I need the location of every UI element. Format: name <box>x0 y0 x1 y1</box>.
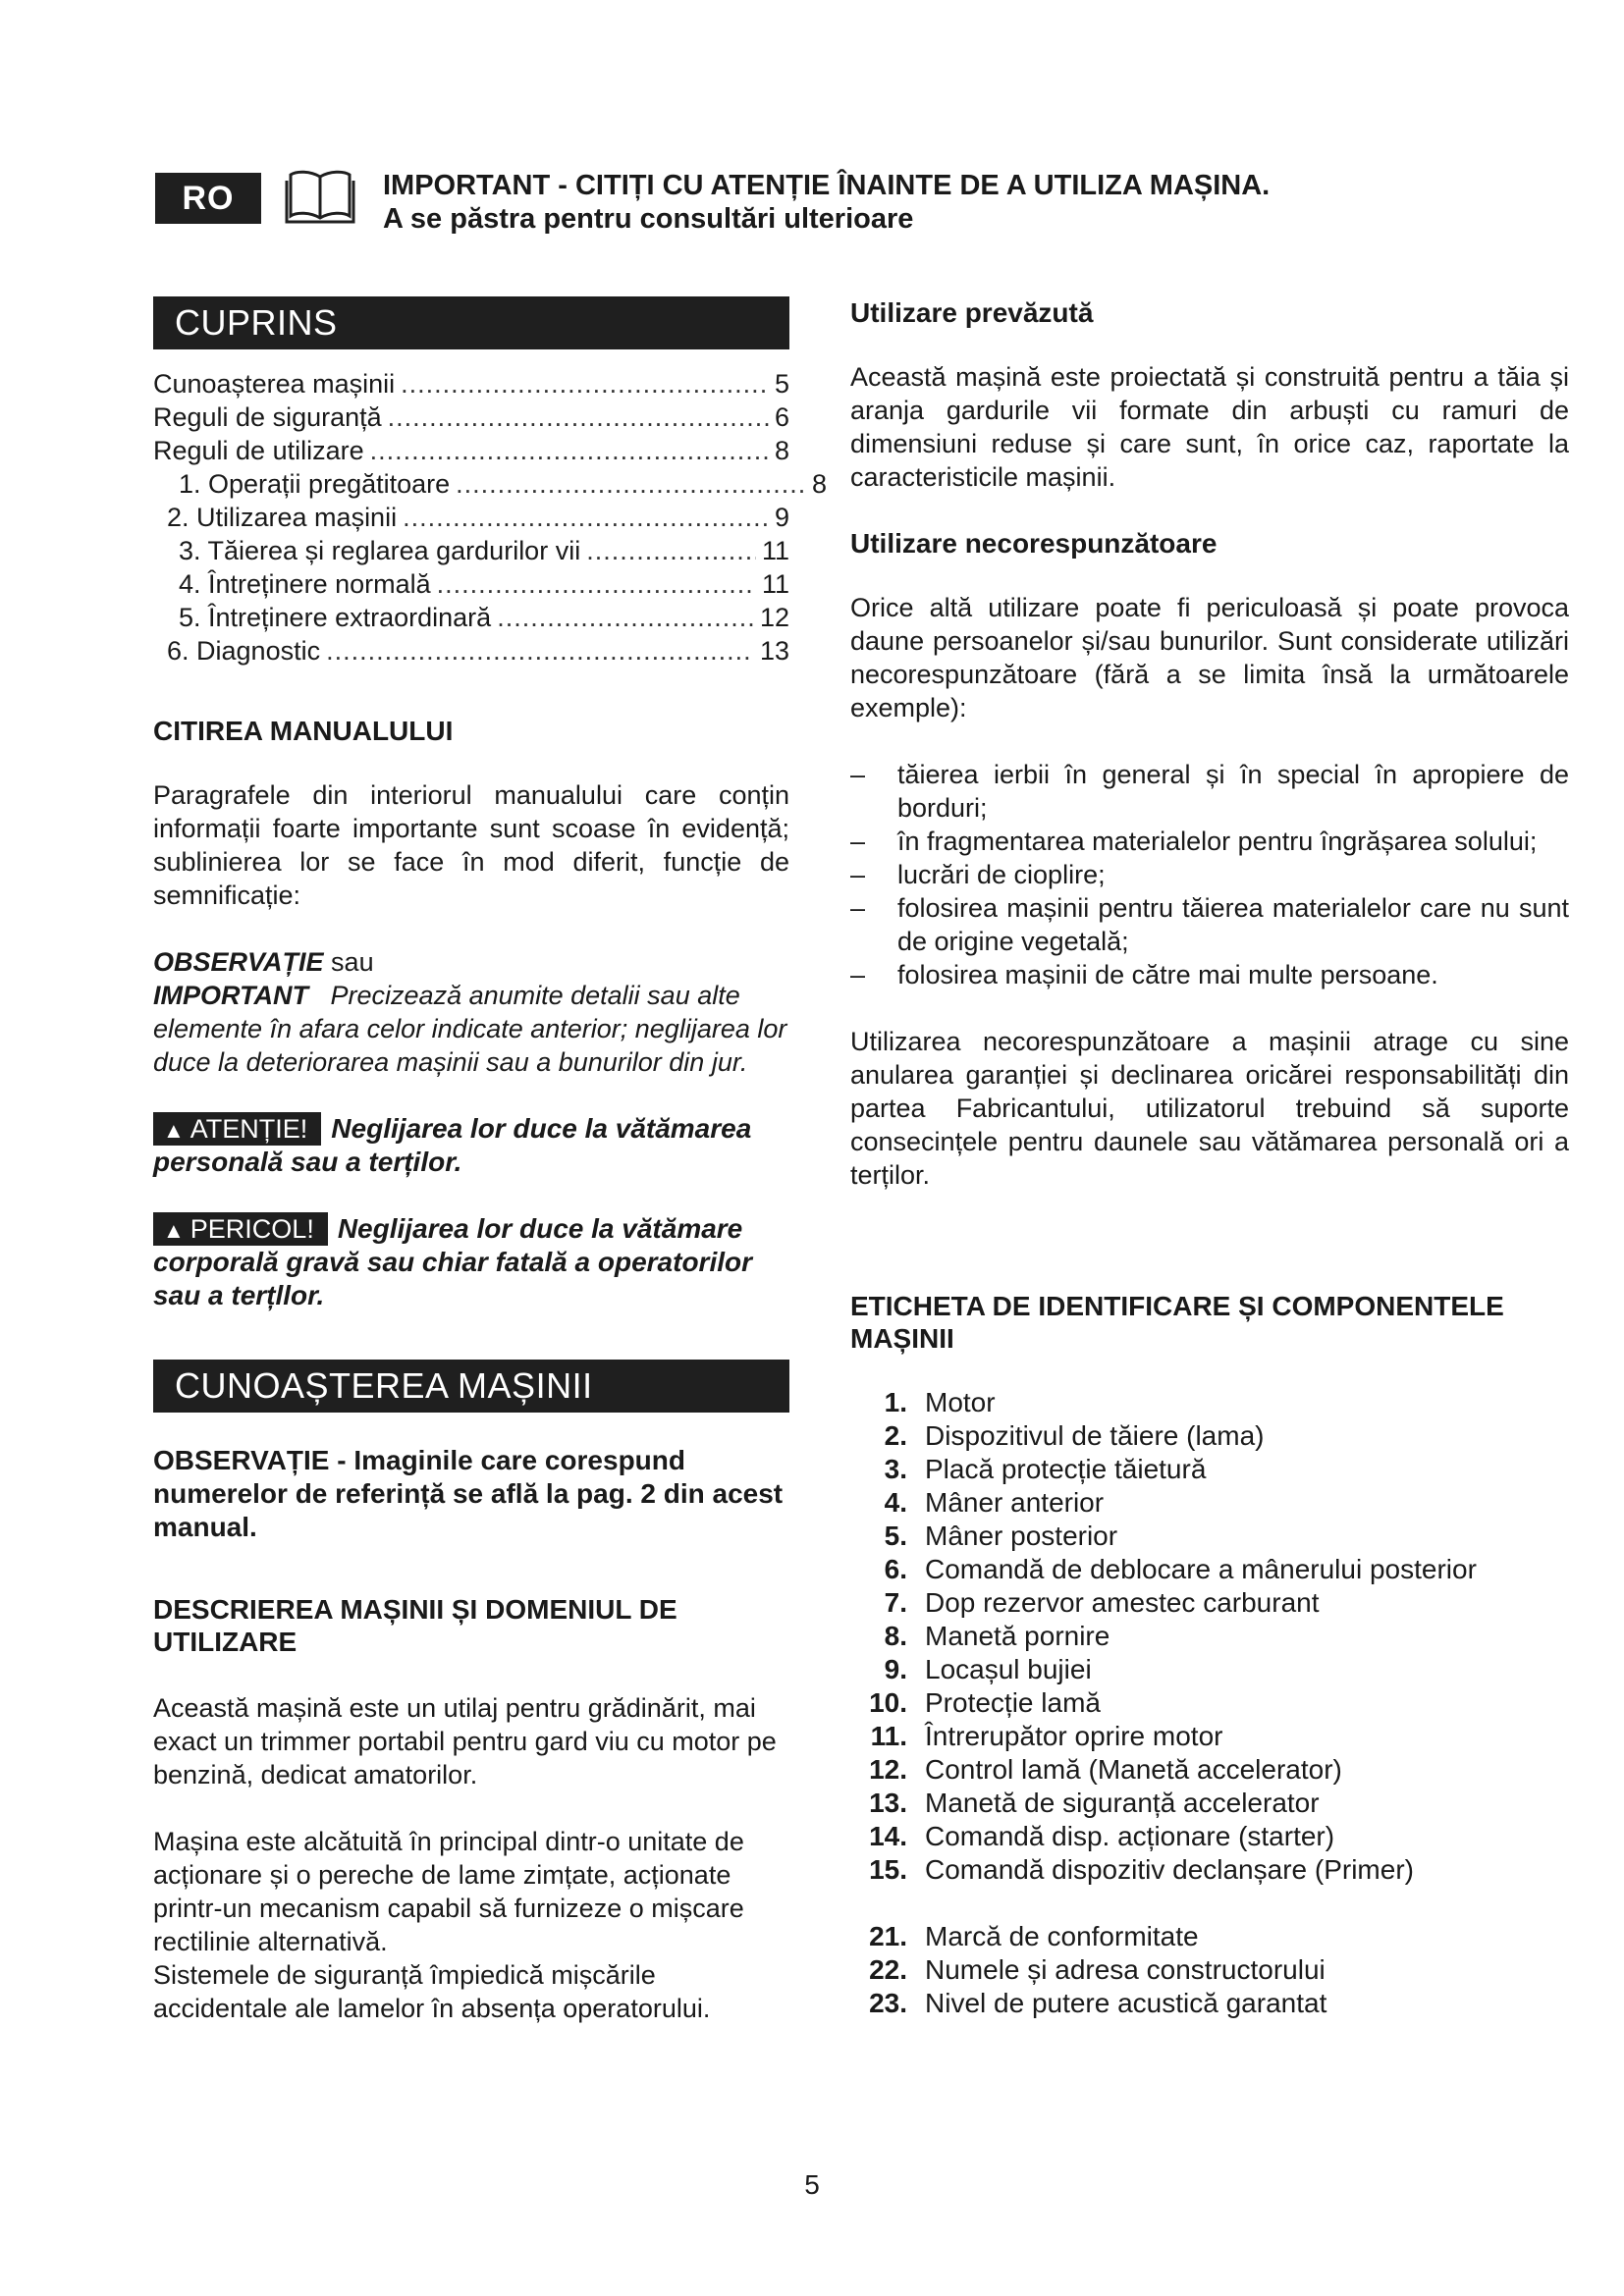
language-badge: RO <box>155 173 261 224</box>
toc-item <box>153 634 789 667</box>
component-label: Întrerupător oprire motor <box>925 1721 1223 1751</box>
important-text: Precizează anumite detalii sau alte elemente în afara celor indicate anterior; neglijarea lor duce la deteriorarea mașinii sau a bunurilor din jur. <box>153 981 787 1077</box>
improper-use-list <box>850 758 1569 991</box>
toc-leader-dots <box>370 434 769 467</box>
toc-leader-dots <box>403 501 769 534</box>
improper-use-heading: Utilizare necorespunzătoare <box>850 528 1218 559</box>
component-item <box>850 1520 1569 1553</box>
description-paragraph-1: Această mașină este un utilaj pentru grădinărit, mai exact un trimmer portabil pentru gard viu cu motor pe benzină, dedicat amatorilor. <box>153 1693 777 1789</box>
component-item <box>850 1753 1569 1787</box>
toc-item-page: 13 <box>759 636 789 666</box>
important-label: IMPORTANT <box>153 981 308 1010</box>
improper-use-text: Orice altă utilizare poate fi periculoasă și poate provoca daune persoanelor și/sau bunurilor. Sunt considerate utilizări necorespunzătoare (fără a se limita însă la următoarele exemple): <box>850 593 1569 722</box>
label-items-list <box>850 1920 1569 2020</box>
reading-intro: Paragrafele din interiorul manualului care conțin informații foarte importante sunt scoase în evidență; sublinierea lor se face în mod diferit, funcție de semnificație: <box>153 780 789 910</box>
component-number: 6. <box>884 1554 907 1584</box>
dash-bullet: – <box>850 893 866 923</box>
toc-leader-dots <box>586 534 756 567</box>
toc-item-title: Reguli de utilizare <box>153 436 364 465</box>
component-item <box>850 1653 1569 1686</box>
book-icon <box>285 167 355 228</box>
page-number: 5 <box>804 2169 820 2200</box>
component-label: Locașul bujiei <box>925 1654 1092 1684</box>
components-heading: ETICHETA DE IDENTIFICARE ȘI COMPONENTELE MAȘINII <box>850 1291 1504 1354</box>
dash-bullet: – <box>850 960 866 989</box>
component-number: 22. <box>869 1954 907 1985</box>
list-item <box>850 958 1569 991</box>
toc-item-page: 6 <box>774 402 789 432</box>
toc-heading: CUPRINS <box>153 296 789 349</box>
list-item <box>850 825 1569 858</box>
header-title-block <box>383 169 1512 236</box>
list-item-text: în fragmentarea materialelor pentru îngrășarea solului; <box>897 827 1538 856</box>
description-heading: DESCRIEREA MAȘINII ȘI DOMENIUL DE UTILIZARE <box>153 1594 677 1657</box>
toc-item <box>153 367 789 400</box>
toc-item-page: 5 <box>774 369 789 399</box>
component-item <box>850 1920 1569 1953</box>
component-item <box>850 1486 1569 1520</box>
toc-item-title: 6. Diagnostic <box>167 636 321 666</box>
toc-item-title: Reguli de siguranță <box>153 402 382 432</box>
header-title: IMPORTANT - CITIȚI CU ATENȚIE ÎNAINTE DE A UTILIZA MAȘINA. <box>383 170 1271 201</box>
list-item-text: tăierea ierbii în general și în special în apropiere de borduri; <box>897 760 1569 823</box>
component-number: 4. <box>884 1487 907 1518</box>
machine-heading: CUNOAȘTEREA MAȘINII <box>153 1360 789 1413</box>
component-label: Dop rezervor amestec carburant <box>925 1587 1320 1618</box>
component-item <box>850 1453 1569 1486</box>
component-item <box>850 1620 1569 1653</box>
list-item-text: lucrări de cioplire; <box>897 860 1106 889</box>
toc-item <box>153 434 789 467</box>
toc-leader-dots <box>456 467 806 501</box>
toc-item-title: 2. Utilizarea mașinii <box>167 503 398 532</box>
note-important-block <box>153 945 789 1079</box>
component-number: 23. <box>869 1988 907 2018</box>
component-item <box>850 1953 1569 1987</box>
component-item <box>850 1853 1569 1887</box>
improper-use-consequence: Utilizarea necorespunzătoare a mașinii atrage cu sine anularea garanției și declinarea oricărei responsabilități din partea Fabricantului, utilizatorul trebuind să suporte consecințele pentru daunele sau vătămarea personală ori a terților. <box>850 1027 1569 1190</box>
toc-item <box>153 467 827 501</box>
list-item <box>850 858 1569 891</box>
component-label: Comandă disp. acționare (starter) <box>925 1821 1335 1851</box>
danger-text: Neglijarea lor duce la vătămare corporală gravă sau chiar fatală a operatorilor sau a terțllor. <box>153 1213 753 1310</box>
toc-item-page: 11 <box>761 536 789 565</box>
toc-item <box>153 501 789 534</box>
component-number: 8. <box>884 1621 907 1651</box>
toc-item-title: 1. Operații pregătitoare <box>179 469 451 499</box>
component-label: Dispozitivul de tăiere (lama) <box>925 1420 1265 1451</box>
attention-text: Neglijarea lor duce la vătămarea personală sau a terților. <box>153 1113 752 1177</box>
toc-leader-dots <box>437 567 756 601</box>
component-number: 2. <box>884 1420 907 1451</box>
danger-block <box>153 1212 789 1312</box>
left-column <box>153 296 827 2025</box>
toc-item-title: 4. Întreținere normală <box>179 569 431 599</box>
list-item-text: folosirea mașinii pentru tăierea materialelor care nu sunt de origine vegetală; <box>897 893 1569 956</box>
description-paragraph-2: Mașina este alcătuită în principal dintr-o unitate de acționare și o pereche de lame zimțate, acționate printr-un mecanism capabil să furnizeze o mișcare rectilinie alternativă. <box>153 1827 744 1956</box>
component-label: Nivel de putere acustică garantat <box>925 1988 1327 2018</box>
attention-badge: ▲ ATENȚIE! <box>153 1112 321 1146</box>
component-number: 14. <box>869 1821 907 1851</box>
component-item <box>850 1553 1569 1586</box>
toc-item <box>153 534 789 567</box>
component-item <box>850 1720 1569 1753</box>
toc-leader-dots <box>388 400 769 434</box>
component-item <box>850 1386 1569 1419</box>
toc-item <box>153 400 789 434</box>
intended-use-text: Această mașină este proiectată și construită pentru a tăia și aranja gardurile vii formate din arbuști cu ramuri de dimensiuni reduse și care sunt, în orice caz, raportate la caracteristicile mașinii. <box>850 362 1569 492</box>
attention-block <box>153 1112 789 1179</box>
toc-item-page: 11 <box>761 569 789 599</box>
dash-bullet: – <box>850 760 866 789</box>
warning-triangle-icon: ▲ <box>163 1218 185 1243</box>
component-item <box>850 1586 1569 1620</box>
toc-item-title: 5. Întreținere extraordinară <box>179 603 492 632</box>
header-subtitle: A se păstra pentru consultări ulterioare <box>383 203 914 235</box>
component-item <box>850 1419 1569 1453</box>
component-item <box>850 1820 1569 1853</box>
dash-bullet: – <box>850 827 866 856</box>
component-label: Manetă pornire <box>925 1621 1110 1651</box>
toc-item-page: 12 <box>759 603 789 632</box>
list-item <box>850 891 1569 958</box>
component-number: 12. <box>869 1754 907 1785</box>
component-item <box>850 1787 1569 1820</box>
description-paragraph-3: Sistemele de siguranță împiedică mișcările accidentale ale lamelor în absența operatorului. <box>153 1960 711 2023</box>
component-item <box>850 1686 1569 1720</box>
component-label: Manetă de siguranță accelerator <box>925 1788 1320 1818</box>
toc-item-page: 8 <box>774 436 789 465</box>
component-number: 9. <box>884 1654 907 1684</box>
right-column <box>850 296 1569 2020</box>
component-label: Mâner anterior <box>925 1487 1105 1518</box>
components-list <box>850 1386 1569 1887</box>
toc-item-title: 3. Tăierea și reglarea gardurilor vii <box>179 536 581 565</box>
toc-item <box>153 601 789 634</box>
component-number: 13. <box>869 1788 907 1818</box>
component-label: Mâner posterior <box>925 1521 1118 1551</box>
toc-item-page: 9 <box>774 503 789 532</box>
reading-heading: CITIREA MANUALULUI <box>153 716 454 746</box>
component-number: 7. <box>884 1587 907 1618</box>
note-or: sau <box>331 947 374 977</box>
toc-list <box>153 367 827 667</box>
component-number: 15. <box>869 1854 907 1885</box>
warning-triangle-icon: ▲ <box>163 1118 185 1143</box>
component-number: 11. <box>870 1721 907 1751</box>
list-item-text: folosirea mașinii de către mai multe persoane. <box>897 960 1438 989</box>
machine-note: OBSERVAȚIE - Imaginile care corespund numerelor de referință se află la pag. 2 din acest manual. <box>153 1445 784 1542</box>
component-number: 10. <box>869 1687 907 1718</box>
component-label: Control lamă (Manetă accelerator) <box>925 1754 1342 1785</box>
component-label: Protecție lamă <box>925 1687 1101 1718</box>
toc-leader-dots <box>326 634 754 667</box>
component-item <box>850 1987 1569 2020</box>
component-label: Motor <box>925 1387 996 1417</box>
component-number: 3. <box>884 1454 907 1484</box>
component-label: Comandă de deblocare a mânerului posterior <box>925 1554 1477 1584</box>
toc-leader-dots <box>401 367 769 400</box>
component-number: 1. <box>884 1387 907 1417</box>
component-label: Marcă de conformitate <box>925 1921 1199 1951</box>
dash-bullet: – <box>850 860 866 889</box>
component-label: Comandă dispozitiv declanșare (Primer) <box>925 1854 1414 1885</box>
component-label: Numele și adresa constructorului <box>925 1954 1326 1985</box>
component-label: Placă protecție tăietură <box>925 1454 1207 1484</box>
toc-item <box>153 567 789 601</box>
component-number: 5. <box>884 1521 907 1551</box>
component-number: 21. <box>869 1921 907 1951</box>
note-label: OBSERVAȚIE <box>153 947 324 977</box>
intended-use-heading: Utilizare prevăzută <box>850 297 1094 328</box>
toc-leader-dots <box>497 601 754 634</box>
toc-item-title: Cunoașterea mașinii <box>153 369 396 399</box>
list-item <box>850 758 1569 825</box>
danger-badge: ▲ PERICOL! <box>153 1212 328 1246</box>
toc-item-page: 8 <box>811 469 827 499</box>
